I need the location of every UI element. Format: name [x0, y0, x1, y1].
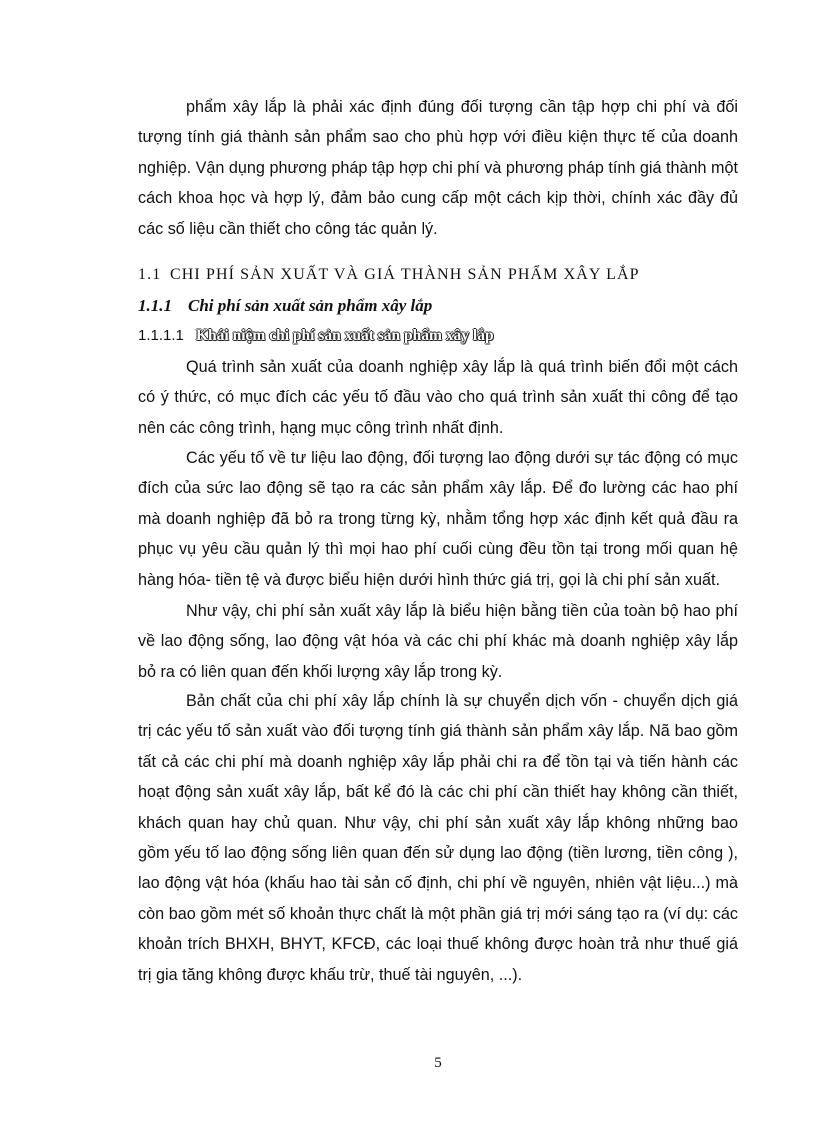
section-title: Khái niệm chi phí sản xuất sản phẩm xây lắp: [196, 327, 494, 344]
section-heading-1-1-1-1: [138, 327, 494, 345]
section-heading-1-1: [138, 266, 758, 284]
intro-paragraph: phẩm xây lắp là phải xác định đúng đối tượng cần tập hợp chi phí và đối tượng tính giá thành sản phẩm sao cho phù hợp với điều kiện thực tế của doanh nghiệp. Vận dụng phương pháp tập hợp chi phí và phương pháp tính giá thành một cách khoa học và hợp lý, đảm bảo cung cấp một cách kịp thời, chính xác đầy đủ các số liệu cần thiết cho công tác quản lý.: [138, 98, 738, 238]
section-title: Chi phí sản xuất sản phẩm xây lắp: [188, 296, 433, 315]
section-number: 1.1: [138, 266, 162, 283]
body-paragraph-2: Các yếu tố về tư liệu lao động, đối tượng lao động dưới sự tác động có mục đích của sức lao động sẽ tạo ra các sản phẩm xây lắp. Để đo lường các hao phí mà doanh nghiệp đã bỏ ra trong từng kỳ, nhằm tổng hợp xác định kết quả đầu ra phục vụ yêu cầu quản lý thì mọi hao phí cuối cùng đều tồn tại trong mối quan hệ hàng hóa- tiền tệ và được biểu hiện dưới hình thức giá trị, gọi là chi phí sản xuất.: [138, 449, 738, 589]
section-number: 1.1.1.1: [138, 327, 184, 344]
body-paragraph-1: Quá trình sản xuất của doanh nghiệp xây lắp là quá trình biến đổi một cách có ý thức, có mục đích các yếu tố đầu vào cho quá trình sản xuất thi công để tạo nên các công trình, hạng mục công trình nhất định.: [138, 358, 738, 437]
page-number: 5: [434, 1055, 442, 1071]
section-heading-1-1-1: [138, 296, 432, 316]
section-title: CHI PHÍ SẢN XUẤT VÀ GIÁ THÀNH SẢN PHẨM XÂY LẮP: [170, 266, 640, 283]
body-paragraph-3: Như vậy, chi phí sản xuất xây lắp là biểu hiện bằng tiền của toàn bộ hao phí về lao động sống, lao động vật hóa và các chi phí khác mà doanh nghiệp xây lắp bỏ ra có liên quan đến khối lượng xây lắp trong kỳ.: [138, 602, 738, 681]
body-paragraph-4: Bản chất của chi phí xây lắp chính là sự chuyển dịch vốn - chuyển dịch giá trị các yếu tố sản xuất vào đối tượng tính giá thành sản phẩm xây lắp. Nã bao gồm tất cả các chi phí mà doanh nghiệp xây lắp phải chi ra để tồn tại và tiến hành các hoạt động sản xuất xây lắp, bất kể đó là các chi phí cần thiết hay không cần thiết, khách quan hay chủ quan. Như vậy, chi phí sản xuất xây lắp không những bao gồm yếu tố lao động sống liên quan đến sử dụng lao động (tiền lương, tiền công ), lao động vật hóa (khấu hao tài sản cố định, chi phí về nguyên, nhiên vật liệu...) mà còn bao gồm mét số khoản thực chất là một phần giá trị mới sáng tạo ra (ví dụ: các khoản trích BHXH, BHYT, KFCĐ, các loại thuế không được hoàn trả như thuế giá trị gia tăng không được khấu trừ, thuế tài nguyên, ...).: [138, 692, 738, 984]
section-number: 1.1.1: [138, 296, 172, 315]
